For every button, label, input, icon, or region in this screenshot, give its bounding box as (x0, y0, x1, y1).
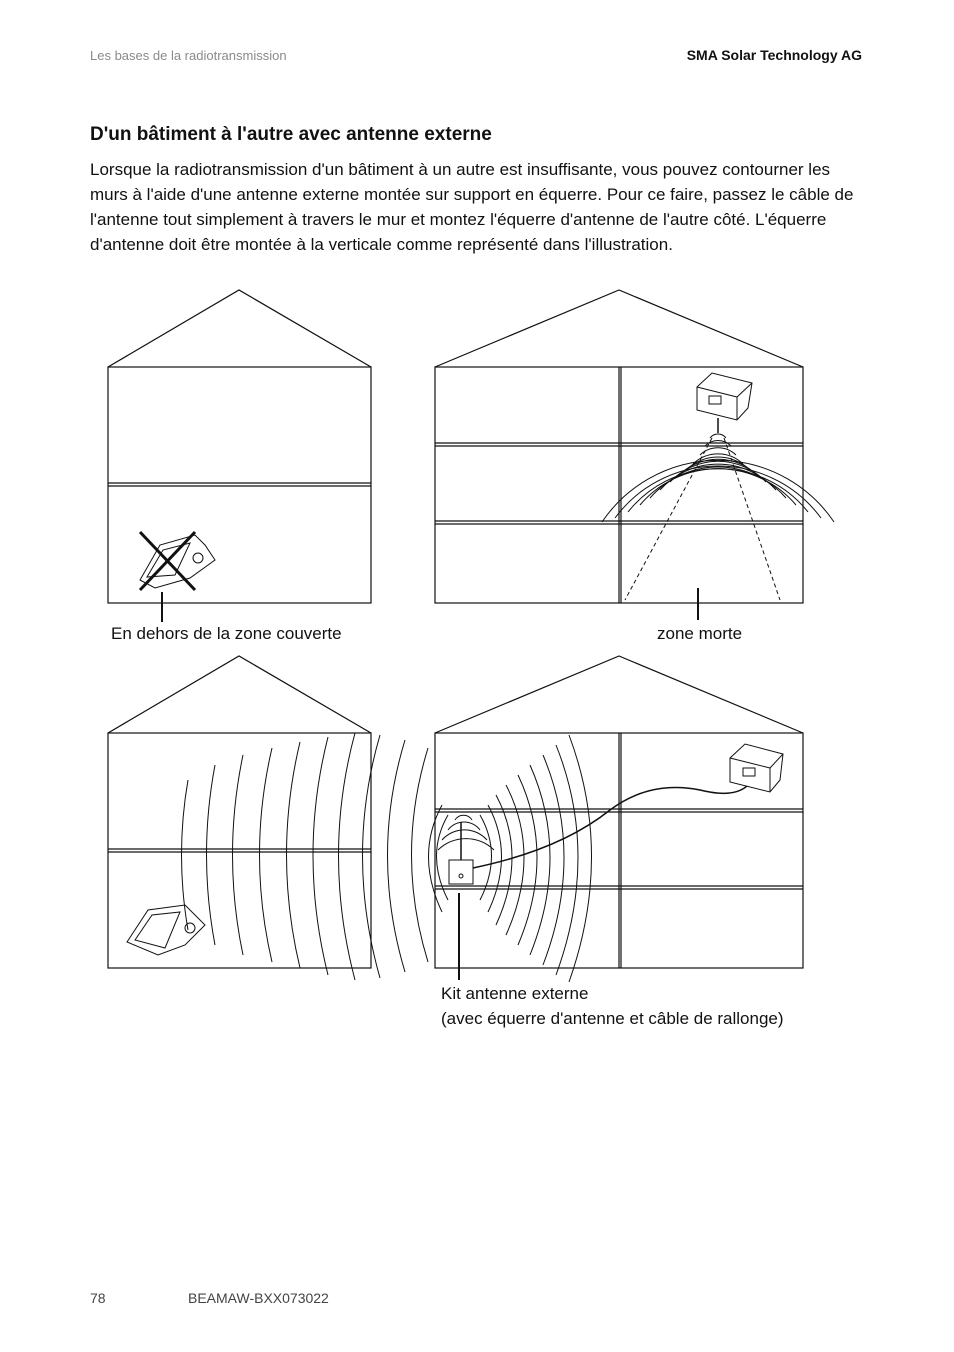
inverter-top (697, 373, 752, 433)
page-header-section: Les bases de la radiotransmission (90, 48, 287, 63)
inverter-bottom (730, 744, 783, 792)
footer-page-number: 78 (90, 1290, 106, 1306)
extension-cable (473, 780, 752, 868)
page-header-company: SMA Solar Technology AG (686, 47, 862, 63)
signal-waves-bottom-left (182, 733, 429, 980)
label-out-of-range: En dehors de la zone couverte (111, 624, 342, 643)
section-heading: D'un bâtiment à l'autre avec antenne externe (90, 124, 492, 145)
house-top-left (108, 290, 371, 603)
crossed-device (140, 532, 215, 590)
label-antenna-kit-line2: (avec équerre d'antenne et câble de rallonge) (441, 1009, 784, 1028)
label-antenna-kit-line1: Kit antenne externe (441, 984, 589, 1003)
label-dead-zone: zone morte (657, 624, 743, 643)
receiving-device (127, 905, 205, 955)
body-paragraph: Lorsque la radiotransmission d'un bâtiment à un autre est insuffisante, vous pouvez contourner les murs à l'aide d'une antenne externe montée sur support en équerre. Pour ce faire, passez le câble de l'antenne tout simplement à travers le mur et montez l'équerre d'antenne de l'autre côté. L'équerre d'antenne doit être montée à la verticale comme représenté dans l'illustration. (90, 160, 854, 254)
footer-document-code: BEAMAW-BXX073022 (188, 1290, 329, 1306)
house-top-right (435, 290, 803, 603)
signal-waves-top (602, 434, 834, 522)
dead-zone-lines (625, 438, 780, 600)
antenna-kit (449, 822, 473, 884)
house-bottom-right (435, 656, 803, 968)
